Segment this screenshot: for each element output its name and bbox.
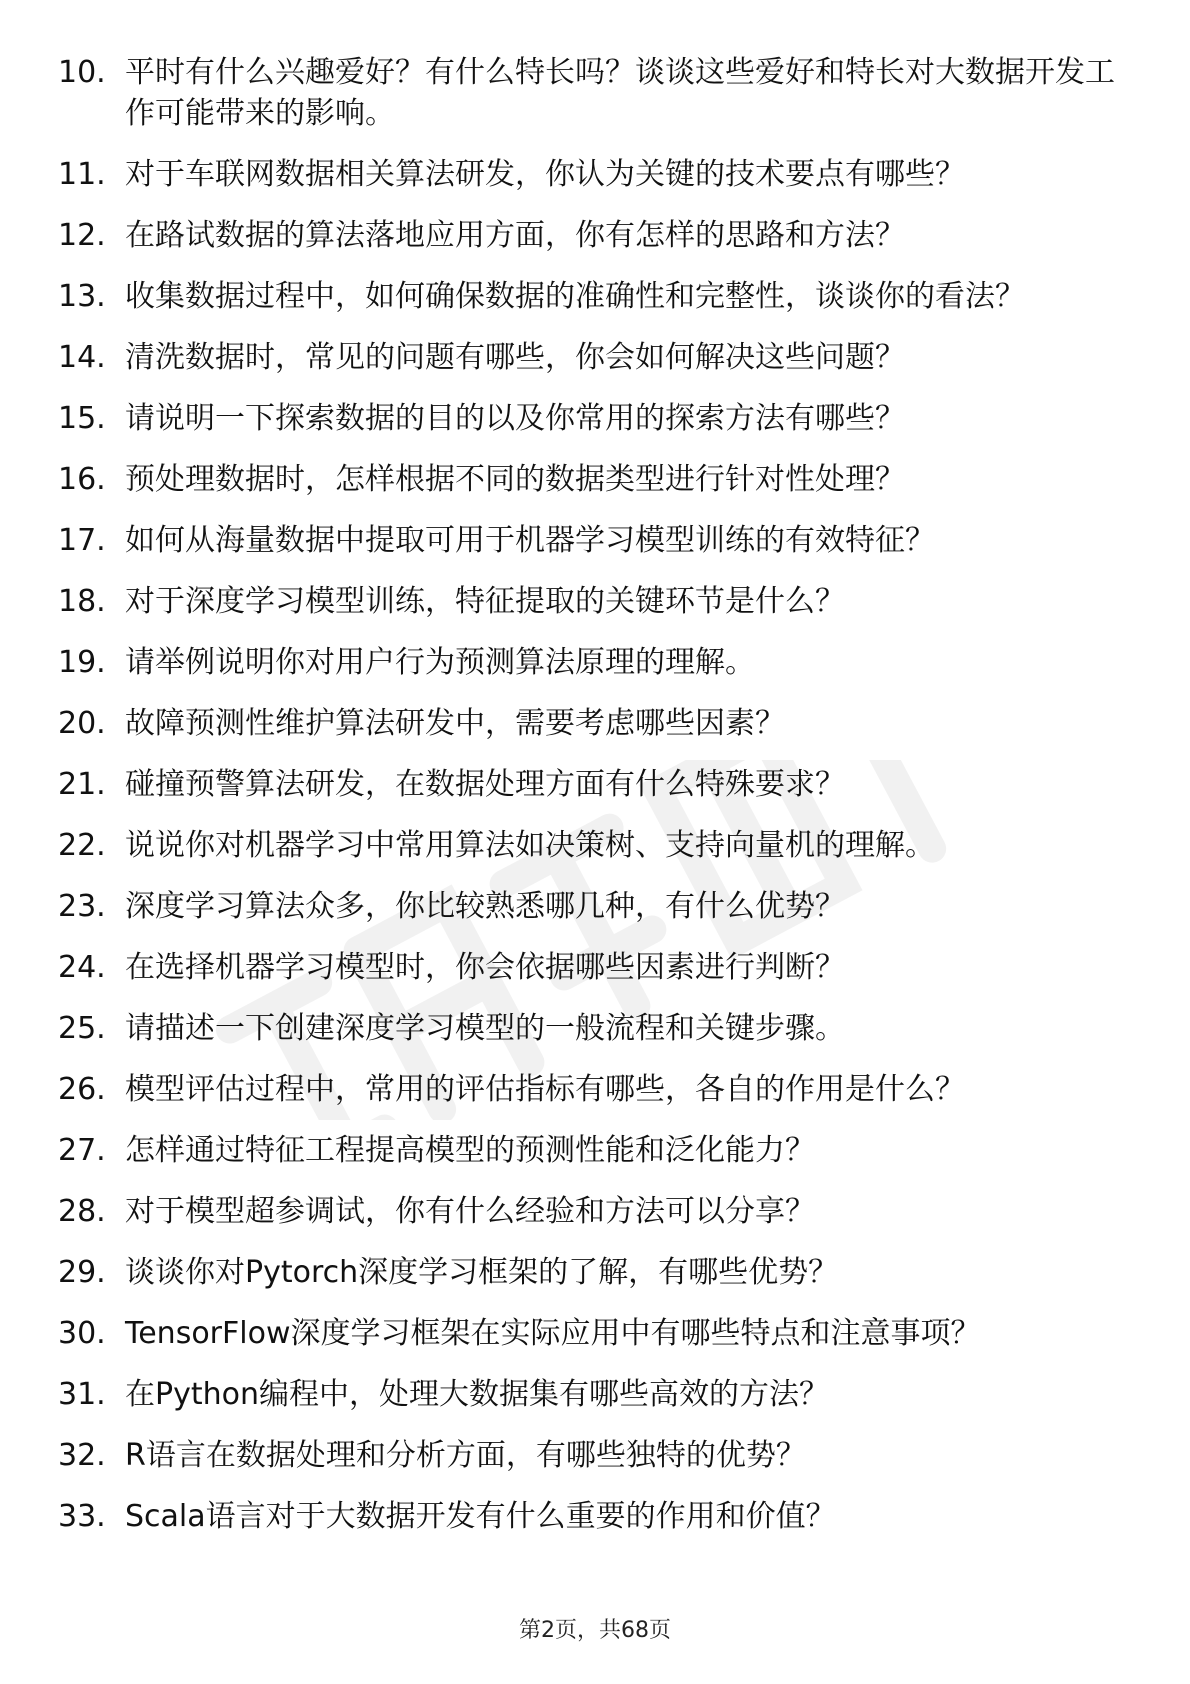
question-number: 24. [58,950,106,985]
question-text: 对于深度学习模型训练，特征提取的关键环节是什么？ [125,584,845,619]
question-item [58,581,1118,622]
question-number: 22. [58,828,106,863]
question-number: 30. [58,1316,106,1351]
question-text: 深度学习算法众多，你比较熟悉哪几种，有什么优势？ [125,889,845,924]
question-text: 对于车联网数据相关算法研发，你认为关键的技术要点有哪些？ [125,157,965,192]
question-item [58,1130,1118,1171]
question-number: 21. [58,767,106,802]
question-number: 13. [58,279,106,314]
question-number: 31. [58,1377,106,1412]
question-item [58,1374,1118,1415]
question-number: 19. [58,645,106,680]
question-number: 29. [58,1255,106,1290]
question-text: 如何从海量数据中提取可用于机器学习模型训练的有效特征？ [125,523,935,558]
question-number: 32. [58,1438,106,1473]
question-text: 在选择机器学习模型时，你会依据哪些因素进行判断？ [125,950,845,985]
question-number: 14. [58,340,106,375]
question-text: 请举例说明你对用户行为预测算法原理的理解。 [125,645,755,680]
question-item [58,947,1118,988]
question-text: 谈谈你对Pytorch深度学习框架的了解，有哪些优势？ [125,1255,839,1290]
question-text: R语言在数据处理和分析方面，有哪些独特的优势？ [125,1438,806,1473]
page-footer: 第2页，共68页 [519,1618,671,1643]
question-number: 23. [58,889,106,924]
question-item [58,337,1118,378]
question-text: 在Python编程中，处理大数据集有哪些高效的方法？ [125,1377,829,1412]
question-item [58,520,1118,561]
question-item [58,1252,1118,1293]
question-text: 在路试数据的算法落地应用方面，你有怎样的思路和方法？ [125,218,905,253]
question-text: 故障预测性维护算法研发中，需要考虑哪些因素？ [125,706,785,741]
question-text: 清洗数据时，常见的问题有哪些，你会如何解决这些问题？ [125,340,905,375]
question-number: 12. [58,218,106,253]
question-item [58,52,1118,134]
question-number: 27. [58,1133,106,1168]
question-text: 请描述一下创建深度学习模型的一般流程和关键步骤。 [125,1011,845,1046]
question-number: 26. [58,1072,106,1107]
question-item [58,1008,1118,1049]
question-item [58,276,1118,317]
question-text: 收集数据过程中，如何确保数据的准确性和完整性，谈谈你的看法？ [125,279,1025,314]
question-item [58,1435,1118,1476]
question-item [58,1069,1118,1110]
question-text: 对于模型超参调试，你有什么经验和方法可以分享？ [125,1194,815,1229]
question-number: 18. [58,584,106,619]
question-item [58,703,1118,744]
question-item [58,154,1118,195]
question-item [58,1496,1118,1537]
question-text: TensorFlow深度学习框架在实际应用中有哪些特点和注意事项？ [125,1316,981,1351]
question-number: 11. [58,157,106,192]
question-item [58,764,1118,805]
question-number: 33. [58,1499,106,1534]
question-number: 10. [58,55,106,90]
question-list [58,52,1118,1557]
question-item [58,642,1118,683]
question-number: 15. [58,401,106,436]
question-text: 平时有什么兴趣爱好？有什么特长吗？谈谈这些爱好和特长对大数据开发工作可能带来的影响。 [125,55,1115,131]
question-text: 怎样通过特征工程提高模型的预测性能和泛化能力？ [125,1133,815,1168]
question-item [58,1191,1118,1232]
question-text: 说说你对机器学习中常用算法如决策树、支持向量机的理解。 [125,828,935,863]
question-number: 17. [58,523,106,558]
question-number: 16. [58,462,106,497]
question-item [58,886,1118,927]
question-number: 20. [58,706,106,741]
question-item [58,1313,1118,1354]
question-text: 请说明一下探索数据的目的以及你常用的探索方法有哪些？ [125,401,905,436]
question-item [58,459,1118,500]
question-text: 模型评估过程中，常用的评估指标有哪些，各自的作用是什么？ [125,1072,965,1107]
question-item [58,398,1118,439]
question-item [58,825,1118,866]
question-text: Scala语言对于大数据开发有什么重要的作用和价值？ [125,1499,836,1534]
question-number: 25. [58,1011,106,1046]
question-text: 预处理数据时，怎样根据不同的数据类型进行针对性处理？ [125,462,905,497]
question-item [58,215,1118,256]
question-number: 28. [58,1194,106,1229]
question-text: 碰撞预警算法研发，在数据处理方面有什么特殊要求？ [125,767,845,802]
